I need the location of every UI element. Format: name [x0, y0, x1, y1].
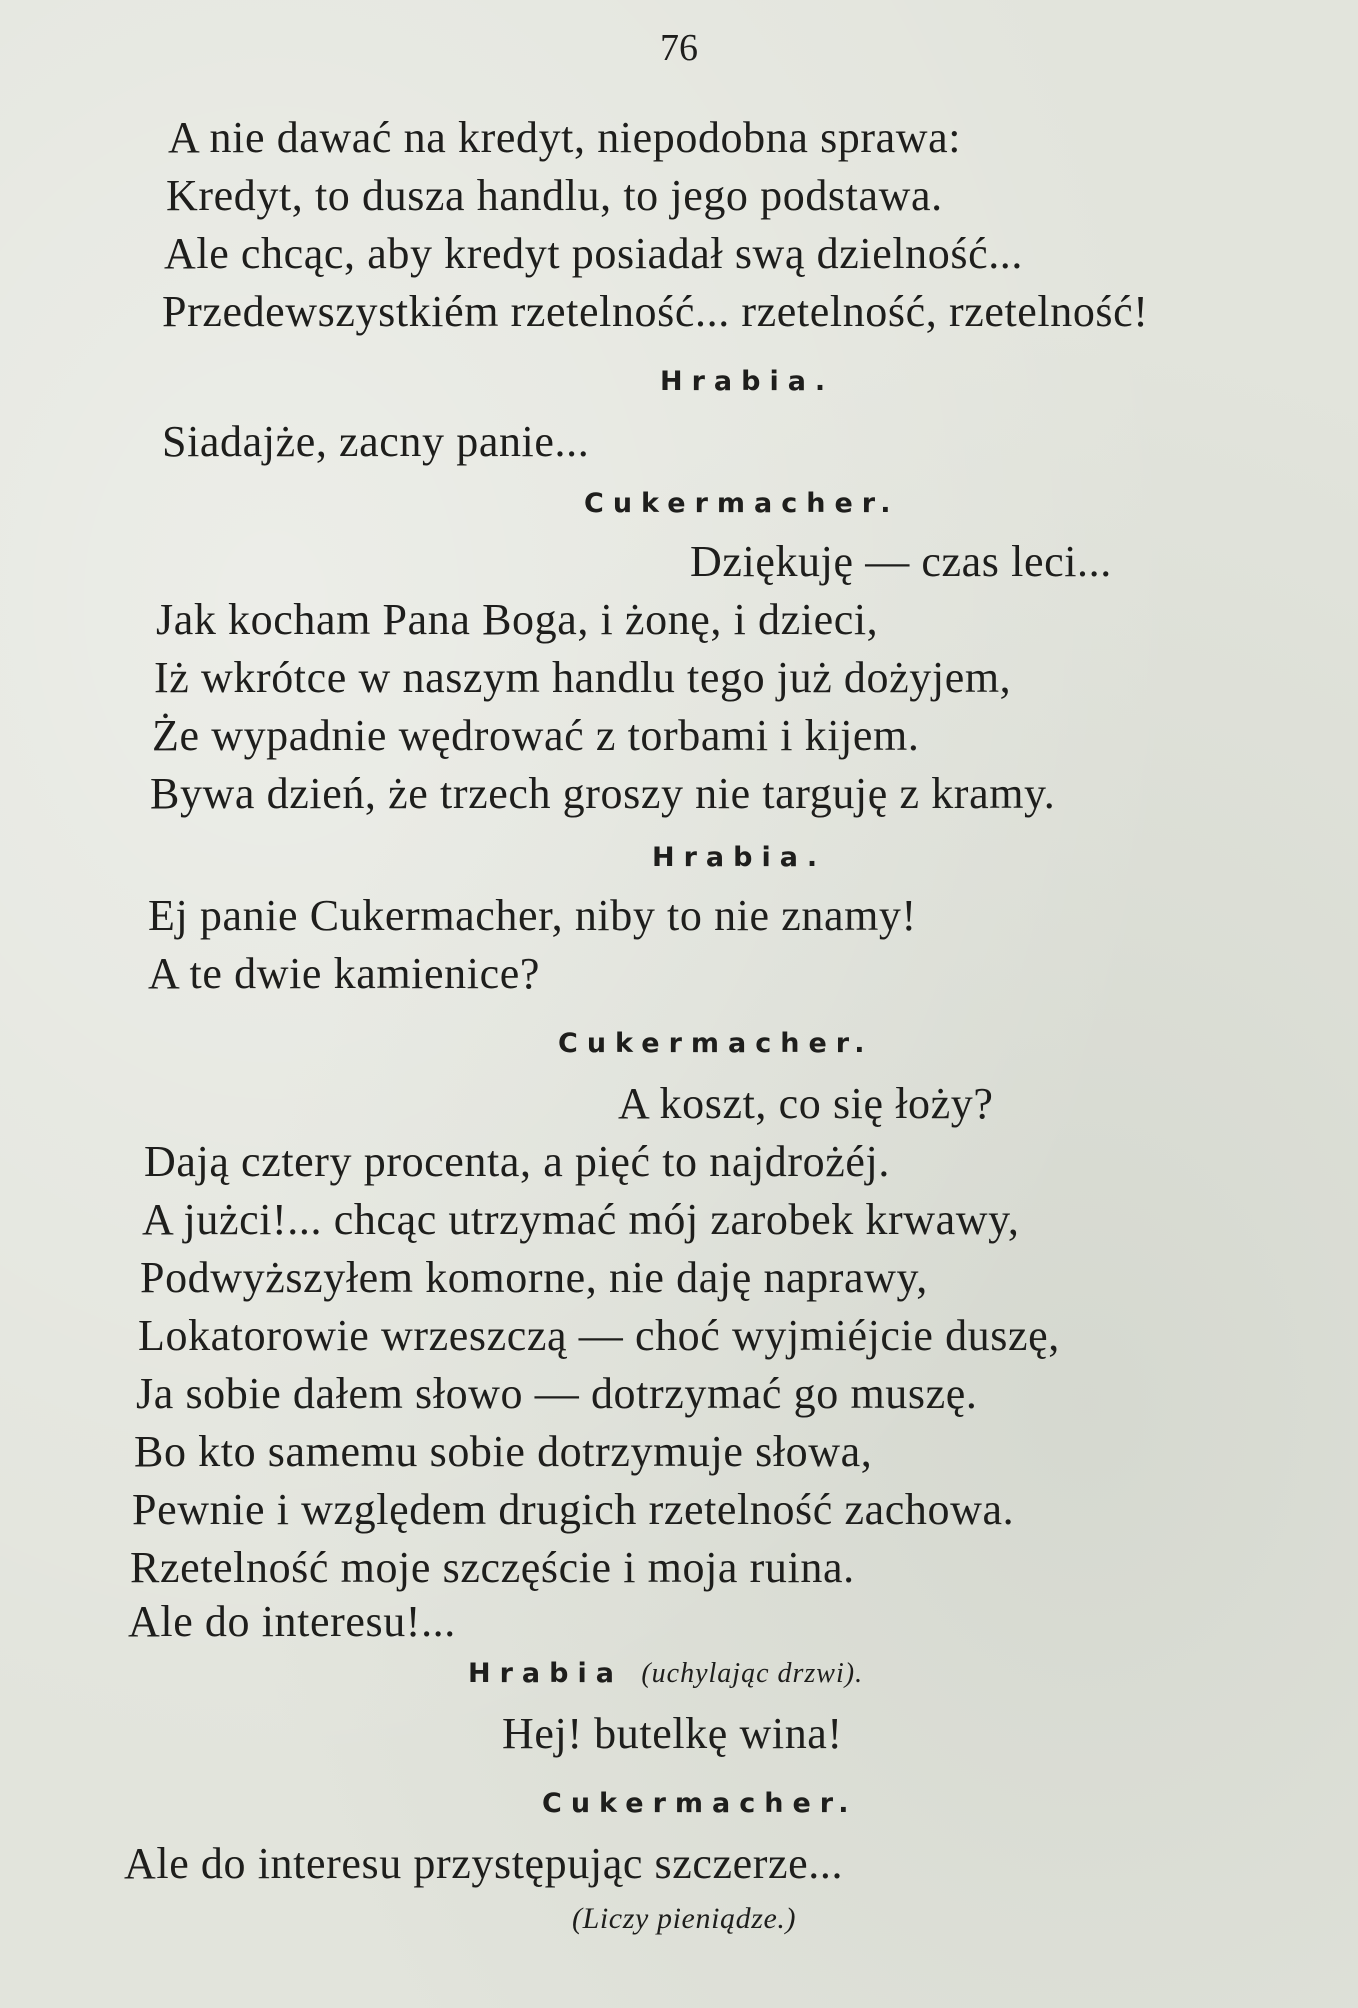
stage-direction: (Liczy pieniądze.)	[572, 1902, 797, 1935]
verse-line: Przedewszystkiém rzetelność... rzetelność, rzetelność!	[162, 287, 1149, 336]
verse-line: Podwyższyłem komorne, nie daję naprawy,	[140, 1253, 928, 1302]
speaker-name: Cukermacher.	[558, 1028, 874, 1059]
verse-line: A nie dawać na kredyt, niepodobna sprawa:	[168, 113, 962, 162]
verse-line: Że wypadnie wędrować z torbami i kijem.	[152, 711, 920, 760]
verse-line: A jużci!... chcąc utrzymać mój zarobek krwawy,	[142, 1195, 1020, 1244]
speaker-name: Cukermacher.	[542, 1788, 858, 1819]
verse-line: Iż wkrótce w naszym handlu tego już dożyjem,	[154, 653, 1012, 702]
verse-line: Ej panie Cukermacher, niby to nie znamy!	[148, 891, 917, 940]
verse-line: Jak kocham Pana Boga, i żonę, i dzieci,	[156, 595, 879, 644]
verse-line: Ja sobie dałem słowo — dotrzymać go muszę.	[136, 1369, 978, 1418]
speaker-name: Hrabia.	[660, 366, 835, 397]
verse-line: Pewnie i względem drugich rzetelność zachowa.	[132, 1485, 1015, 1534]
verse-line: Ale do interesu przystępując szczerze...	[124, 1839, 844, 1888]
verse-line: Ale chcąc, aby kredyt posiadał swą dzielność...	[164, 229, 1024, 278]
verse-line: A te dwie kamienice?	[148, 949, 540, 998]
speaker-with-direction	[468, 1660, 863, 1688]
verse-line: Kredyt, to dusza handlu, to jego podstawa.	[166, 171, 943, 220]
verse-line: Bo kto samemu sobie dotrzymuje słowa,	[134, 1427, 873, 1476]
stage-direction: (uchylając drzwi).	[641, 1658, 864, 1689]
verse-line: Siadajże, zacny panie...	[162, 417, 590, 466]
speaker-name: Cukermacher.	[584, 488, 900, 519]
verse-line: Bywa dzień, że trzech groszy nie targuję z kramy.	[150, 769, 1056, 818]
verse-line: Rzetelność moje szczęście i moja ruina.	[130, 1543, 855, 1592]
verse-line: Dziękuję — czas leci...	[690, 537, 1112, 586]
speaker-name: Hrabia	[468, 1658, 623, 1689]
speaker-name: Hrabia.	[652, 842, 827, 873]
verse-line: Dają cztery procenta, a pięć to najdrożéj.	[144, 1137, 890, 1186]
verse-line: Ale do interesu!...	[128, 1597, 456, 1646]
page-number: 76	[660, 27, 698, 69]
verse-line: Lokatorowie wrzeszczą — choć wyjmiéjcie duszę,	[138, 1311, 1060, 1360]
verse-line: Hej! butelkę wina!	[502, 1709, 843, 1758]
verse-line: A koszt, co się łoży?	[618, 1079, 994, 1128]
